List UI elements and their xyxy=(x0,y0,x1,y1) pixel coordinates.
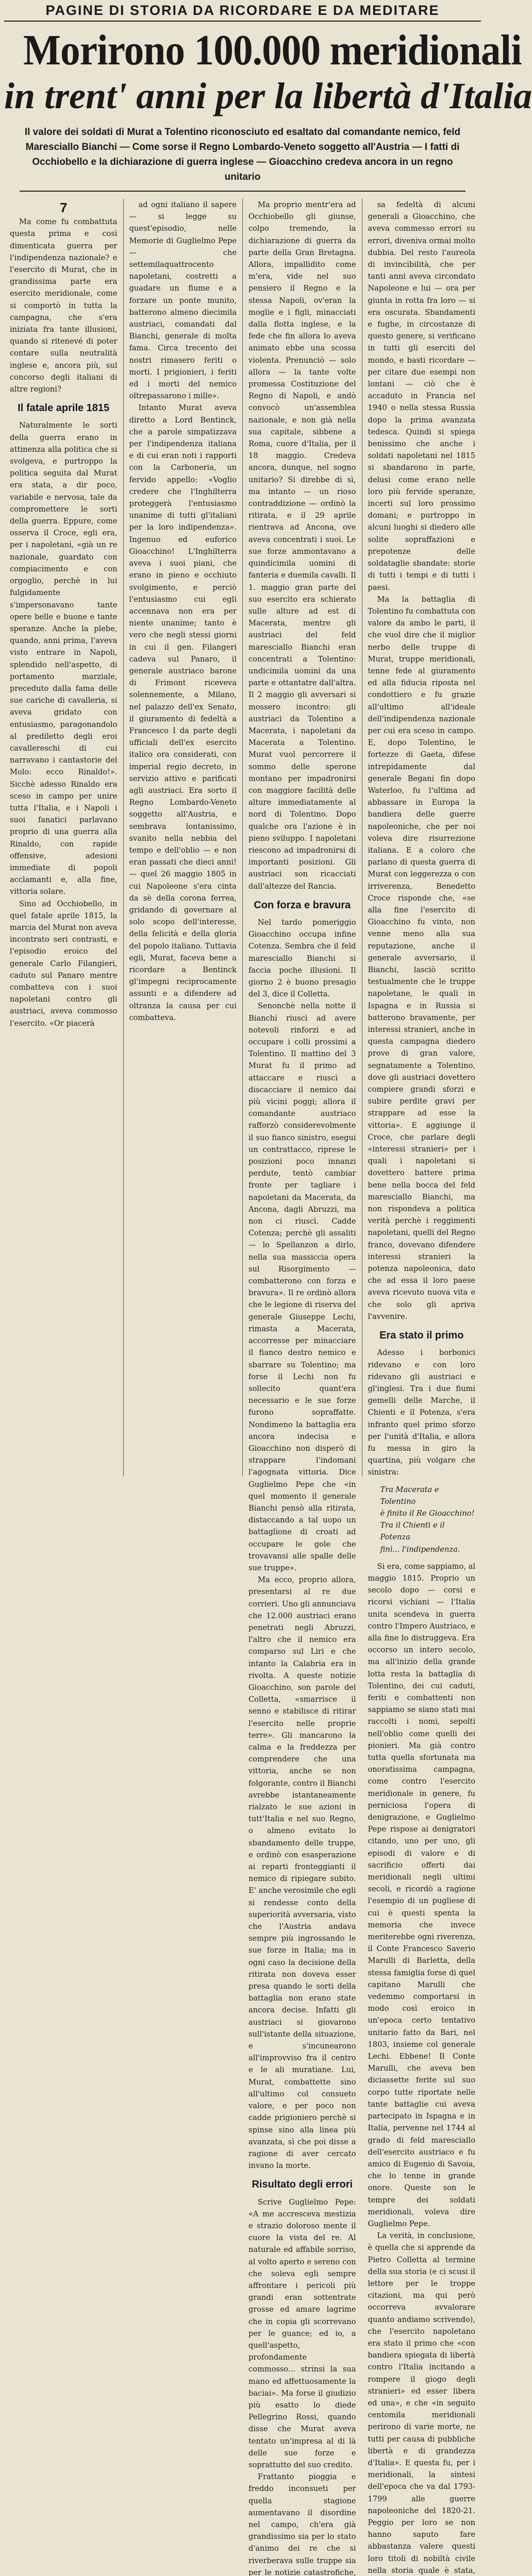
paragraph: La verità, in conclusione, è quella che si apprende da Pietro Colletta al termine della sua storia (e ci scusi il lettore per le troppe citazioni, ma qui però occorreva avvalorare quanto andiamo scrivendo), che l'esercito napoletano era stato il primo che «con bandiera spiegata di libertà contro l'Italia incitando a rompere il giogo degli stranieri» ed esser libera ed una», e che «in seguito centomila meridionali perirono di varie morte, ne tutti per causa di pubbliche libertà e di grandezza d'Italia». E questa fu, per i meridionali, la sintesi dell'epoca che va dal 1793-1799 alle guerre napoleoniche del 1820-21. Peggio per loro se non hanno saputo fare abbastanza valere questi loro titoli di nobiltà civile nella storia quale è stata, xyxy=(368,2231,475,2575)
paragraph: Senonchè nella notte il Bianchi riuscì ad avere notevoli rinforzi e ad occupare i colli prossimi a Tolentino. Il mattino del 3 Murat fu il primo ad attaccare e riuscì a discacciare il nemico dai più vicini poggi; allora il comandante austriaco rafforzò considerevolmente il suo fianco sinistro, esegui un contrattacco, riprese le posizioni poco innanzi perdute, tentò cambiar fronte per tagliare i napoletani da Macerata, da Ancona, dagli Abruzzi, ma non ci riuscì. Cadde Cotenza; perchè gli assaliti — lo Spellanzon a dirlo, nella sua massiccia opera sul Risorgimento — combatterono con forza e bravura». Il re ordinò allora che le legione di riserva del generale Giuseppe Lechi, rimasta a Macerata, accorresse per minacciare il fianco destro nemico e sbarrare su Tolentino; ma forse il Lechi non fu sollecito quant'era necessario e le sue forze furono sopraffatte. Nondimeno la battaglia era ancora indecisa e Gioacchino non disperò di strappare l'indomani l'agognata vittoria. Dice Guglielmo Pepe che «in quel momento il generale Bianchi pensò alla ritirata, distaccando a tal uopo un battaglione di croati ad occupare le gole che trovavansi alle spalle delle sue truppe». xyxy=(248,1002,356,1572)
headline-line1: Morirono 100.000 meridionali xyxy=(23,26,522,74)
paragraph: Scrive Guglielmo Pepe: «A me accresceva mestizia e strazio doloroso mente il cuore la vista del re. Al naturale ed affabile sorriso, al volto aperto e sereno con che soleva egli sempre affrontare i pericoli più grandi eran sottentrate grosse ed amare lagrime che in copia gli scorrevano per le guance; ed io, a quell'aspetto, profondamente commosso... strinsi la sua mano ed affettuosamente la baciai». Ma forse il giudizio più esatto lo diede Pellegrino Rossi, quando disse che Murat aveva tentato un'impresa al di là delle sue forze e soprattutto del suo credito. xyxy=(248,2197,356,2469)
paragraph: Sino ad Occhiobello, in quel fatale aprile 1815, la marcia del Murat non aveva incontrato seri contrasti, e l'episodio eroico del generale Carlo Filangieri, caduto sul Panaro mentre combatteva con i suoi napoletani contro gli austriaci, aveva commosso l'esercito. «Or piacerà xyxy=(10,899,118,1028)
verse-line: Tra Macerata e Tolentino xyxy=(380,1485,439,1506)
subheading: Era stato il primo xyxy=(379,1330,464,1342)
column-1 xyxy=(4,199,124,1477)
subheading: Il fatale aprile 1815 xyxy=(18,402,110,414)
paragraph: Frattanto pioggia e freddo inconsueti per quella stagione aumentavano il disordine nel campo, ch'era già grandissimo sia per lo stato d'animo dei re che si riverberava sulle truppe sia per le notizie catastrofiche, xyxy=(248,2472,356,2576)
column-4 xyxy=(362,199,481,2575)
paragraph: sa fedeltà di alcuni generali a Gioacchino, che aveva commesso errori su errori, diveniva ormai molto dubbia. Del resto l'aureola di invincibilità, che per tanti anni aveva circondato Napoleone e lui — ora per giunta in rotta fra loro — si era oscurata. Sbandamenti e fughe, in circostanze di questo genere, si verificano in tutti gli eserciti del mondo, e basti ricordare — per citare due esempi non lontani — ciò che è accaduto in Francia nel 1940 o nella stessa Russia dopo la prima avanzata tedesca. Quindi si spiega benissimo che anche i soldati napoletani nel 1815 si sbandarono in parte, delusi come erano nelle loro più fervide speranze, incerti sul loro prossimo domani; e purtroppo in alcuni luoghi si diedero alle solite sopraffazioni e prepotenze delle soldataglie sbandate: storie di tutti i tempi e di tutti i paesi. xyxy=(368,200,475,592)
article-columns xyxy=(4,199,481,2576)
paragraph: Nel tardo pomeriggio Gioacchino occupa infine Cotenza. Sembra che il feld maresciallo Bianchi si faccia poche illusioni. Il giorno 2 è buono presagio del 3, dice il Colletta. xyxy=(248,918,356,999)
paragraph: Ma ecco, proprio allora, presentarsi al re due corrieri. Uno gli annunciava che 12.000 austriaci erano penetrati negli Abruzzi, l'altro che il nemico era comparso sul Liri e che intanto la Calabria era in rivolta. A queste notizie Gioacchino, son parole del Colletta, «smarrisce il senno e stabilisce di ritirar l'esercito nelle proprie terre». Gli mancarono la calma e la freddezza per comprendere che una vittoria, anche se non folgorante, contro il Bianchi avrebbe istantaneamente rialzato le sue azioni in tutt'Italia e nel suo Regno, o almeno evitato lo sbandamento delle truppe, e ordinò con esasperazione ai reparti fronteggianti il nemico di ripiegare subito. E' anche verosimile che egli si rendesse conto della superiorità avversaria, visto che l'Austria andava sempre più ingrossando le sue forze in Italia; ma in ogni caso la decisione della ritirata non doveva esser presa quando le sorti della battaglia non erano state ancora decise. Infatti gli austriaci si giovarono sull'istante della situazione, e s'incunearono all'improvviso fra il centro e le ali muratiane. Lui, Murat, combattette sino all'ultimo col consueto valore, e per poco non cadde prigioniero perchè si spinse sino alla linea più avanzata, sì che poi disse a ragione di aver cercato invano la morte. xyxy=(248,1575,356,2171)
paragraph: Intanto Murat aveva diretto a Lord Bentinck, che a parole simpatizzava per l'indipendenza italiana e di cui eran noti i rapporti con la Carboneria, un fervido appello: «Voglio credere che l'Inghilterra proteggerà l'entusiasmo unanime di tutti gl'italiani per la loro indipendenza». Ingenuo ed euforico Gioacchino! L'Inghilterra aveva i suoi piani, che erano in pieno e occhiuto svolgimento, e perciò l'entusiasmo cui egli accennava non era per niente unanime; tanto è vero che negli stessi giorni in cui il gen. Filangeri cadeva sul Panaro, il generale austriaco barone di Frimont riceveva solennemente, a Milano, nel palazzo dell'ex Senato, il giuramento di fedeltà a Francesco I da parte degli ufficiali dell'ex esercito italico ora considerati, con imperial regio decreto, in servizio attivo e parificati agli austriaci. Era sorto il Regno Lombardo-Veneto soggetto all'Austria, e sembrava lontanissimo, svanito nella nebbia del tempo e dell'oblio — e non eran passati che dieci anni! — quel 26 maggio 1805 in cui Napoleone s'era cinta da sè della corona ferrea, gridando di governare al solo scopo dell'interesse, della felicità e della gloria del popolo italiano. Tuttavia egli, Murat, faceva bene a ricordare a Bentinck gl'impegni reciprocamente assunti e a difendere ad oltranza la causa per cui combatteva. xyxy=(129,403,237,1022)
paragraph: Ma proprio mentr'era ad Occhiobello gli giunse, colpo tremendo, la dichiarazione di guerra da parte della Gran Bretagna. Allora, impallidito come m'era, vide nel suo pensiero il Regno e la stessa Napoli, ov'eran la moglie e i figli, minacciati dalla flotta inglese, e la fede che fin allora lo aveva animato ebbe una scossa violenta. Prenunciò — solo allora — la tante volte promessa Costituzione del Regno di Napoli, e andò convocò un'assemblea nazionale, e non già nella sua capitale, sibbene a Roma, cuore d'Italia, per il 18 maggio. Credeva ancora, dunque, nel sogno unitario? Si direbbe di sì, ma intanto — un rioso contraddizione — ordinò la ritirata, e il 29 aprile rientrava ad Ancona, ove aveva concentrati i suoi. Le sue forze ammontavano a quindicimila uomini di fanteria e duemila cavalli. Il 1. maggio gran parte del suo esercito era schierato sulle alture ad est di Macerata, mentre gli austriaci del feld maresciallo Bianchi eran concentrati a Tolentino: undicimila uomini da una parte e ottantatre dall'altra. Il 2 maggio gli avversari si mossero incontro: gli austriaci da Tolentino a Macerata, i napoletani da Macerata a Tolentino. Murat vuol percorrere il sommo delle sperone montano per impadronirsi con maggiore facilità delle alture immediatamente al nord di Tolentino. Dopo qualche ora l'azione è in pieno sviluppo. I napoletani riescono ad impadronirsi di importanti posizioni. Gli austriaci son ricacciati dall'altezze del Rancia. xyxy=(248,200,356,891)
verse-line: Tra il Chienti e il Potenza xyxy=(380,1521,445,1542)
paragraph: Ma la battaglia di Tolentino fu combattuta con valore da ambo le parti, il che vuol dire che il miglior nerbo delle truppe di Murat, truppe meridionali, tenne fede al giuramento ed alla fiducia riposta nel condottiero e fu grazie all'ultimo all'ideale dell'indipendenza nazionale per cui era sceso in campo. E, dopo Tolentino, le fortezze di Gaeta, difese intrepidamente dal generale Begani fin dopo Waterloo, fu l'ultima ad abbassare in Europa la bandiera delle guerre napoleoniche, che per noi voleva dire risurrezione italiana. E a coloro che parlano di questa guerra di Murat con leggerezza o con irriverenza, Benedetto Croce risponde che, «se alla fine l'esercito di Gioacchino fu vinto, non venne meno alla sua reputazione, anche il generale avversario, il Bianchi, lasciò scritto testualmente che le truppe napoletane, le quali in Ispagna e in Russia si batterono bravamente, per interessi stranieri, anche in questa campagna diedero prove di gran valore, segnatamente a Tolentino, dove gli austriaci dovettero compiere grandi sforzi e subire perdite gravi per strappare ad esse la vittoria». E aggiunge il Croce, che parlare degli «interessi stranieri» per i quali i napoletani si dovettero battere prima bene nella bocca del feld maresciallo Bianchi, ma non rispondeva a politica verità perchè i reggimenti napoletani, quelli del Regno franco, dovevano difendere interessi stranieri la potenza napoleonica, dato che ad essa il loro paese aveva ricevuto nuova vita e che solo gli apriva l'avvenire. xyxy=(368,595,475,1321)
verse-line: finì... l'indipendenza. xyxy=(380,1545,460,1554)
verse-line: è finito il Re Gioacchino! xyxy=(380,1509,475,1518)
paragraph: ad ogni italiano il sapere — si legge su quest'episodio, nelle Memorie di Guglielmo Pepe — che settemilaquattrocento napoletani, costretti a guadare un fiume e a forzare un ponte munito, batterono almeno diecimila austriaci, comandati dal Bianchi, generale di molta fama. Circa trecento dei nostri rimasero feriti o morti. I prigionieri, i feriti ed i morti del nemico oltrepassarono i mille». xyxy=(129,200,237,401)
column-2 xyxy=(124,199,243,1477)
subheading: Risultato degli errori xyxy=(252,2179,353,2191)
column-3 xyxy=(243,199,362,2576)
paragraph: Adesso i borbonici ridevano e con loro ridevano gli austriaci e gl'inglesi. Tra i due fiumi gemelli delle Marche, il Chienti e il Potenza, s'era infranto quel primo sforzo per l'unità d'Italia, e allora fu messa in giro la quartina, più volgare che sinistra: xyxy=(368,1348,475,1477)
verse-quatrain xyxy=(380,1484,476,1555)
article-deck: Il valore dei soldati di Murat a Tolentino riconosciuto ed esaltato dal comandante nemico, feld Maresciallo Bianchi — Come sorse il Regno Lombardo-Veneto soggetto all'Austria — I fatti di Occhiobello e la dichiarazione di guerra inglese — Gioacchino credeva ancora in un regno unitario xyxy=(20,125,466,192)
section-kicker: PAGINE DI STORIA DA RICORDARE E DA MEDITARE xyxy=(4,0,481,22)
chapter-number: 7 xyxy=(60,200,68,215)
paragraph: Naturalmente le sorti della guerra erano in attinenza alla politica che si svolgeva, e purtroppo la politica seguita dal Murat era stata, a dir poco, variabile e nervosa, tale da compromettere le sorti della guerra. Eppure, come osserva il Croce, egli era, per i napoletani, «già un re nazionale, guardato con compiacimento e con orgoglio, perchè in lui fulgidamente s'impersonavano tante opere belle e buone e tante speranze. Anche la plebe, quando, anni prima, l'aveva visto entrare in Napoli, splendido nell'aspetto, di portamento marziale, preceduto dalla fama delle sue cariche di cavalleria, si aveva gridato con entusiasmo, paragonandolo al prediletto degli eroi cavallereschi di cui narravano i cantastorie del Molo: ecco Rinaldo!». Sicchè adesso Rinaldo era sceso in campo per unire tutta l'Italia, e i Napoli i suoi fanatici parlavano proprio di una guerra alla Rinaldo, con rapide offensive, adesioni immediate di popoli acclamanti e, alla fine, vittoria solare. xyxy=(10,421,118,896)
paragraph: Si era, come sappiamo, al maggio 1815. Proprio un secolo dopo — corsi e ricorsi vichiani — l'Italia unita scendeva in guerra contro l'Impero Austriaco, e alla fine lo distruggeva. Era occorso un intero secolo, ma all'inizio della grande lotta resta la battaglia di Tolentino, dei cui caduti, feriti e combattenti non sappiamo se siano stati mai raccolti i nomi, sepolti nell'oblio come quelli dei pionieri. Ma già contro tutta quella sfortunata ma onoratissima campagna, come contro l'esercito meridionale in genere, fu perniciosa l'opera di denigrazione, e Guglielmo Pepe rispose ai denigratori citando, uno per uno, gli episodi di valore e di sacrificio offerti dai meridionali negli ultimi secoli, e ricordò a ragione l'esempio di un pugliese di cui è questi spenta la memoria che invece meriterebbe ogni riverenza, il Conte Francesco Saverio Marulli di Barletta, della stessa famiglia forse di quel capitano Marulli che vedemmo comportarsi in modo così eroico in un'epoca certo tentativo unitario fatto da Bari, nel 1803, insieme col generale Lechi. Ebbene! Il Conte Marulli, che aveva ben diciassette ferite sul suo corpo tutte riportate nelle tante battaglie cui aveva partecipato in Ispagna e in Italia, pervenne nel 1744 al grado di feld maresciallo dell'esercito austriaco e fu amico di Eugenio di Savoia, che lo tenne in grande onore. Queste son le tempre dei soldati meridionali, voleva dire Guglielmo Pepe. xyxy=(368,1562,475,2228)
headline-line2: in trent' anni per la libertà d'Italia xyxy=(4,75,532,116)
subheading: Con forza e bravura xyxy=(254,899,351,911)
paragraph: Ma come fu combattuta questa prima e così dimenticata guerra per l'indipendenza nazionale? e l'esercito di Murat, che in grandissima parte era esercito meridionale, come si comportò in tutta la campagna, che s'era iniziata fra tante illusioni, quando si ritenevé di poter contare sulla neutralità inglese e, ancora più, sul concorso degli italiani di altre regioni? xyxy=(10,217,118,394)
